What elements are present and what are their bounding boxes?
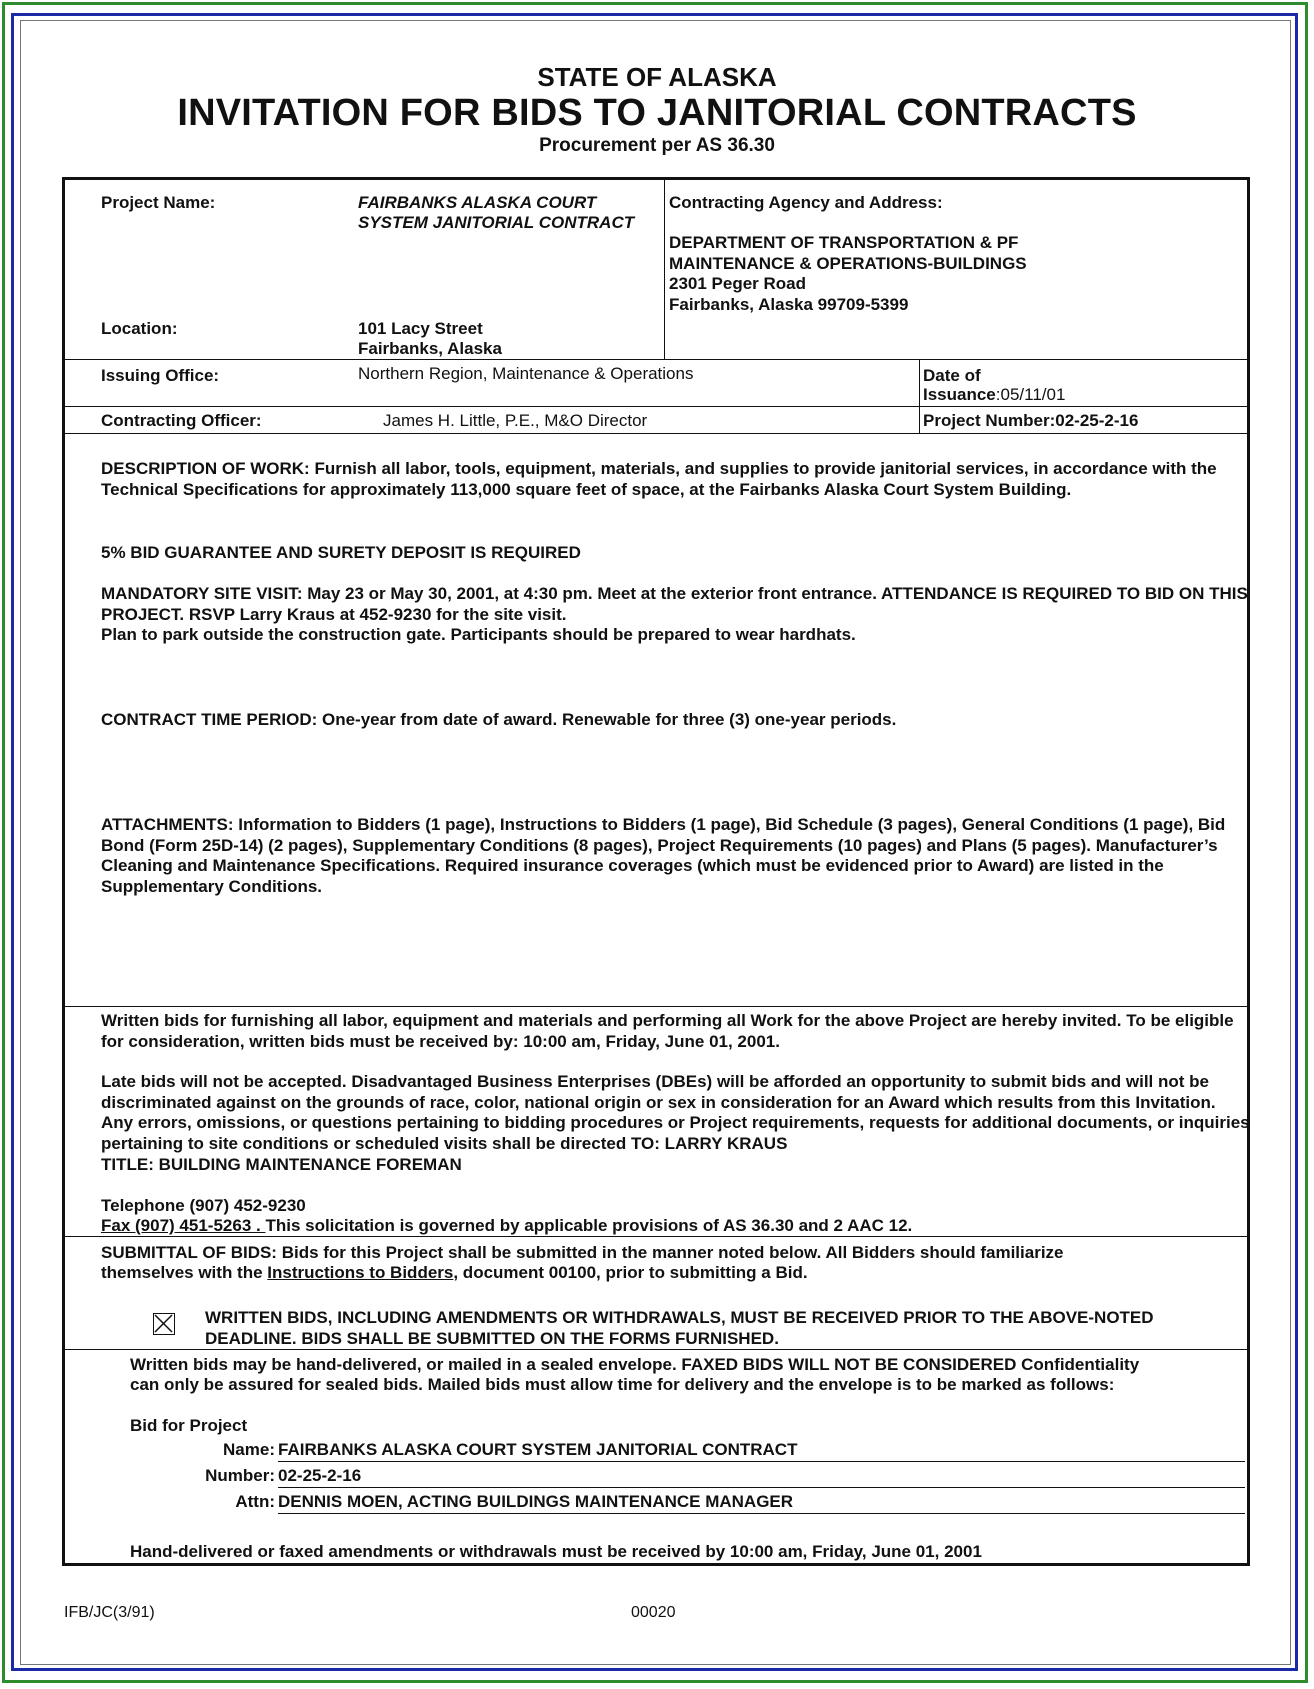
location-line1: 101 Lacy Street — [358, 319, 483, 338]
agency-label: Contracting Agency and Address: — [669, 193, 943, 212]
envelope-number-underline — [278, 1487, 1245, 1488]
checkbox-text-line2: DEADLINE. BIDS SHALL BE SUBMITTED ON THE FORMS FURNISHED. — [205, 1329, 779, 1348]
description-of-work: DESCRIPTION OF WORK: Furnish all labor, tools, equipment, materials, and supplies to provide janitorial services, in accordance with the Technical Specifications for approximately 113,000 square feet of space, at the Fairbanks Alaska Court System Building. — [101, 459, 1217, 499]
rule-after-attachments — [62, 1006, 1250, 1007]
site-visit-parking: Plan to park outside the construction gate. Participants should be prepared to wear hardhats. — [101, 625, 856, 644]
location-label: Location: — [101, 319, 178, 338]
rule-after-location — [62, 359, 1250, 360]
location-line2: Fairbanks, Alaska — [358, 339, 502, 358]
contact-title: TITLE: BUILDING MAINTENANCE FOREMAN — [101, 1155, 462, 1174]
rule-after-officer — [62, 433, 1250, 434]
envelope-name-value: FAIRBANKS ALASKA COURT SYSTEM JANITORIAL CONTRACT — [278, 1440, 798, 1459]
envelope-name-label: Name: — [223, 1440, 275, 1459]
rule-project-agency-divider — [664, 180, 665, 359]
date-of-issuance — [923, 385, 1065, 406]
written-bids-invitation: Written bids for furnishing all labor, equipment and materials and performing all Work for the above Project are hereby invited. To be eligible for consideration, written bids must be received by: 10:00 am, Friday, June 01, 2001. — [101, 1011, 1234, 1051]
delivery-line2: can only be assured for sealed bids. Mailed bids must allow time for delivery and the envelope is to be marked as follows: — [130, 1375, 1115, 1394]
written-bids-checkbox[interactable] — [153, 1313, 175, 1335]
telephone: Telephone (907) 452-9230 — [101, 1196, 306, 1215]
mandatory-site-visit: MANDATORY SITE VISIT: May 23 or May 30, 2001, at 4:30 pm. Meet at the exterior front entrance. ATTENDANCE IS REQUIRED TO BID ON THIS PROJECT. RSVP Larry Kraus at 452-9230 for the site visit. — [101, 584, 1248, 624]
envelope-number-value: 02-25-2-16 — [278, 1466, 362, 1485]
governing-provisions: This solicitation is governed by applicable provisions of AS 36.30 and 2 AAC 12. — [265, 1216, 913, 1235]
project-number — [923, 411, 1138, 432]
contracting-officer-label: Contracting Officer: — [101, 411, 262, 430]
submittal-line2 — [101, 1263, 808, 1284]
checkbox-x-icon — [154, 1314, 173, 1333]
envelope-name-underline — [278, 1461, 1245, 1462]
document-title: INVITATION FOR BIDS TO JANITORIAL CONTRACTS — [177, 92, 1137, 134]
submittal-line1: SUBMITTAL OF BIDS: Bids for this Project shall be submitted in the manner noted below. All Bidders should familiarize — [101, 1243, 1064, 1262]
instructions-to-bidders-link: Instructions to Bidders — [267, 1263, 454, 1282]
envelope-attn-value: DENNIS MOEN, ACTING BUILDINGS MAINTENANCE MANAGER — [278, 1492, 794, 1511]
hand-delivered-notice: Hand-delivered or faxed amendments or withdrawals must be received by 10:00 am, Friday, June 01, 2001 — [130, 1542, 982, 1561]
project-name-line2: SYSTEM JANITORIAL CONTRACT — [358, 213, 635, 232]
envelope-attn-underline — [278, 1513, 1245, 1514]
bid-guarantee: 5% BID GUARANTEE AND SURETY DEPOSIT IS REQUIRED — [101, 543, 581, 562]
project-name-line1: FAIRBANKS ALASKA COURT — [358, 193, 597, 212]
issuing-office-label: Issuing Office: — [101, 366, 220, 385]
procurement-subtitle: Procurement per AS 36.30 — [539, 135, 775, 156]
late-bids-notice: Late bids will not be accepted. Disadvantaged Business Enterprises (DBEs) will be afforded an opportunity to submit bids and will not be discriminated against on the grounds of race, color, national origin or sex in consideration for an Award which results from this Invitation. Any errors, omissions, or questions pertaining to bidding procedures or Project requirements, requests for additional documents, or inquiries pertaining to site conditions or scheduled visits shall be directed TO: LARRY KRAUS — [101, 1072, 1250, 1153]
issuing-office-value: Northern Region, Maintenance & Operations — [358, 364, 694, 383]
date-value: :05/11/01 — [995, 385, 1066, 404]
date-label-line1: Date of — [923, 366, 981, 385]
document-number: 00020 — [631, 1604, 676, 1621]
agency-line1: DEPARTMENT OF TRANSPORTATION & PF — [669, 233, 1019, 252]
date-label-line2: Issuance — [923, 385, 996, 404]
agency-line3: 2301 Peger Road — [669, 274, 807, 293]
project-number-label: Project Number: — [923, 411, 1056, 430]
envelope-attn-label: Attn: — [235, 1492, 275, 1511]
checkbox-text-line1: WRITTEN BIDS, INCLUDING AMENDMENTS OR WITHDRAWALS, MUST BE RECEIVED PRIOR TO THE ABOVE-NOTED — [205, 1308, 1154, 1327]
project-number-value: 02-25-2-16 — [1055, 411, 1139, 430]
attachments: ATTACHMENTS: Information to Bidders (1 page), Instructions to Bidders (1 page), Bid Schedule (3 pages), General Conditions (1 page), Bid Bond (Form 25D-14) (2 pages), Supplementary Conditions (8 pages), Project Requirements (10 pages) and Plans (5 pages). Manufacturer’s Cleaning and Maintenance Specifications. Required insurance coverages (which must be evidenced prior to Award) are listed in the Supplementary Conditions. — [101, 815, 1226, 896]
submittal-line2-prefix: themselves with the — [101, 1263, 268, 1282]
rule-date-divider — [919, 359, 920, 433]
agency-line2: MAINTENANCE & OPERATIONS-BUILDINGS — [669, 254, 1027, 273]
submittal-line2-suffix: , document 00100, prior to submitting a Bid. — [453, 1263, 808, 1282]
delivery-line1: Written bids may be hand-delivered, or mailed in a sealed envelope. FAXED BIDS WILL NOT BE CONSIDERED Confidentiality — [130, 1355, 1140, 1374]
agency-line4: Fairbanks, Alaska 99709-5399 — [669, 295, 909, 314]
state-title: STATE OF ALASKA — [537, 62, 777, 92]
rule-after-issuing — [62, 406, 1250, 407]
contracting-officer-value: James H. Little, P.E., M&O Director — [383, 411, 648, 430]
form-code: IFB/JC(3/91) — [64, 1604, 155, 1621]
fax-line — [101, 1216, 1251, 1237]
envelope-number-label: Number: — [205, 1466, 275, 1485]
contract-time-period: CONTRACT TIME PERIOD: One-year from date of award. Renewable for three (3) one-year periods. — [101, 710, 897, 729]
project-name-label: Project Name: — [101, 193, 216, 212]
fax-number: Fax (907) 451-5263 . — [101, 1216, 266, 1235]
bid-for-project: Bid for Project — [130, 1416, 248, 1435]
